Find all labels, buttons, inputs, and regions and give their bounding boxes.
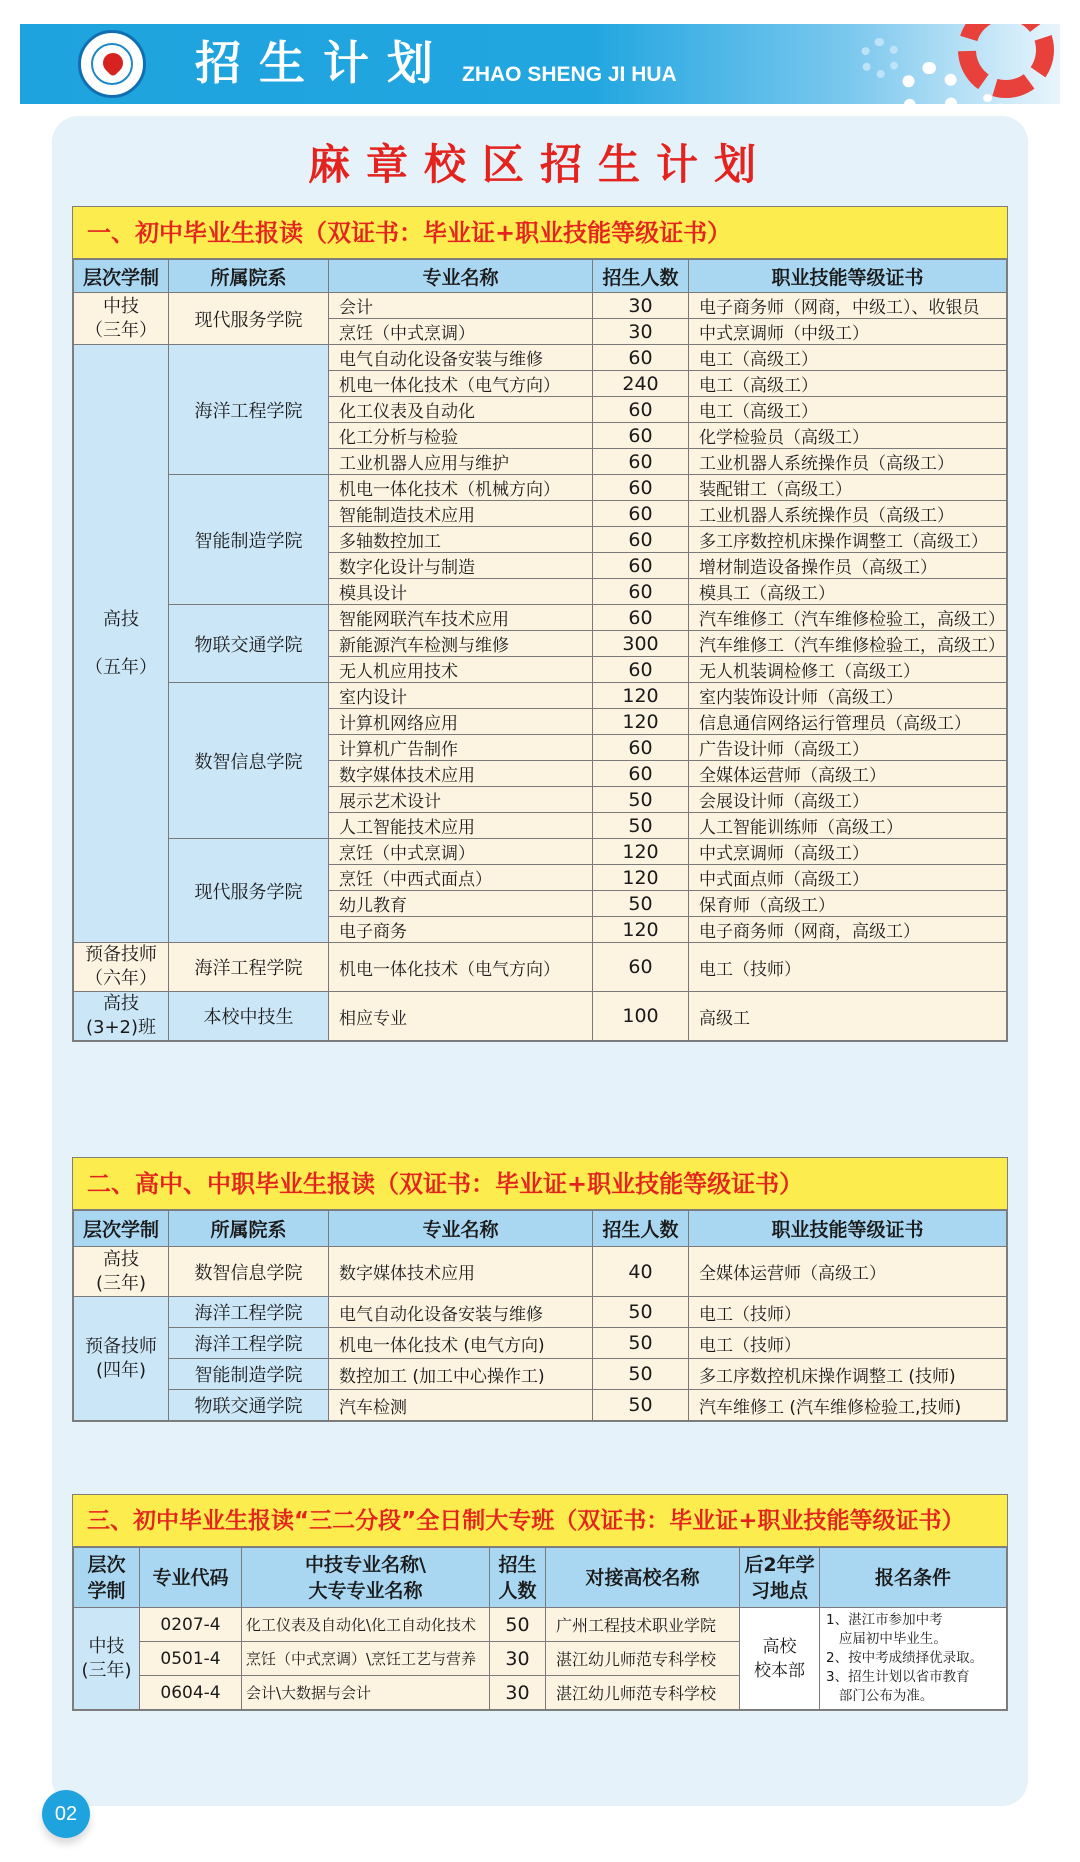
admission-conditions-cell: 1、湛江市参加中考 应届初中毕业生。 2、按中考成绩择优录取。 3、招生计划以省市教育 部门公布为准。 <box>820 1608 1007 1710</box>
major-cell: 相应专业 <box>329 992 593 1041</box>
column-header: 招生人数 <box>593 1211 689 1247</box>
major-cell: 幼儿教育 <box>329 891 593 917</box>
section-heading: 三、初中毕业生报读“三二分段”全日制大专班（双证书：毕业证+职业技能等级证书） <box>73 1495 1007 1547</box>
column-header: 对接高校名称 <box>546 1548 740 1608</box>
enrollment-count: 30 <box>593 319 689 345</box>
major-cell: 机电一体化技术（机械方向） <box>329 475 593 501</box>
table-header-row <box>74 260 1007 293</box>
table-row <box>74 1608 1007 1642</box>
level-cell: 中技 （三年） <box>74 293 169 345</box>
department-cell: 数智信息学院 <box>169 683 329 839</box>
certificate-cell: 全媒体运营师（高级工） <box>689 1247 1007 1297</box>
table-row <box>74 839 1007 865</box>
table-row <box>74 1359 1007 1390</box>
major-cell: 电气自动化设备安装与维修 <box>329 1297 593 1328</box>
section-senior-high <box>72 1157 1008 1422</box>
major-cell: 机电一体化技术（电气方向） <box>329 371 593 397</box>
header-banner <box>20 24 1060 104</box>
major-cell: 化工分析与检验 <box>329 423 593 449</box>
major-code-cell: 0207-4 <box>140 1608 242 1642</box>
column-header: 报名条件 <box>820 1548 1007 1608</box>
major-cell: 数字媒体技术应用 <box>329 1247 593 1297</box>
certificate-cell: 无人机装调检修工（高级工） <box>689 657 1007 683</box>
enrollment-count: 50 <box>593 1328 689 1359</box>
level-cell: 预备技师 （六年） <box>74 943 169 992</box>
department-cell: 智能制造学院 <box>169 475 329 605</box>
plan-table-2 <box>73 1210 1007 1421</box>
certificate-cell: 保育师（高级工） <box>689 891 1007 917</box>
certificate-cell: 室内装饰设计师（高级工） <box>689 683 1007 709</box>
major-cell: 烹饪（中西式面点） <box>329 865 593 891</box>
department-cell: 海洋工程学院 <box>169 1328 329 1359</box>
major-code-cell: 0604-4 <box>140 1676 242 1710</box>
certificate-cell: 会展设计师（高级工） <box>689 787 1007 813</box>
column-header: 职业技能等级证书 <box>689 1211 1007 1247</box>
certificate-cell: 汽车维修工 (汽车维修检验工,技师) <box>689 1390 1007 1421</box>
enrollment-count: 120 <box>593 917 689 943</box>
campus-title: 麻章校区招生计划 <box>307 140 772 189</box>
college-cell: 湛江幼儿师范专科学校 <box>546 1676 740 1710</box>
section-heading: 二、高中、中职毕业生报读（双证书：毕业证+职业技能等级证书） <box>73 1158 1007 1210</box>
enrollment-count: 30 <box>593 293 689 319</box>
table-row <box>74 475 1007 501</box>
column-header: 专业名称 <box>329 1211 593 1247</box>
column-header: 招生人数 <box>593 260 689 293</box>
certificate-cell: 电工（高级工） <box>689 371 1007 397</box>
level-cell: 高技 (三年) <box>74 1247 169 1297</box>
section-three-two <box>72 1494 1008 1711</box>
major-cell: 会计\大数据与会计 <box>242 1676 490 1710</box>
major-cell: 烹饪（中式烹调） <box>329 839 593 865</box>
major-cell: 电气自动化设备安装与维修 <box>329 345 593 371</box>
major-cell: 计算机网络应用 <box>329 709 593 735</box>
column-header: 所属院系 <box>169 260 329 293</box>
certificate-cell: 广告设计师（高级工） <box>689 735 1007 761</box>
enrollment-count: 30 <box>490 1676 546 1710</box>
enrollment-count: 60 <box>593 761 689 787</box>
major-cell: 智能网联汽车技术应用 <box>329 605 593 631</box>
certificate-cell: 电工（技师） <box>689 1328 1007 1359</box>
department-cell: 现代服务学院 <box>169 839 329 943</box>
enrollment-count: 60 <box>593 527 689 553</box>
certificate-cell: 增材制造设备操作员（高级工） <box>689 553 1007 579</box>
enrollment-count: 240 <box>593 371 689 397</box>
section-heading: 一、初中毕业生报读（双证书：毕业证+职业技能等级证书） <box>73 207 1007 259</box>
enrollment-count: 40 <box>593 1247 689 1297</box>
enrollment-count: 60 <box>593 397 689 423</box>
enrollment-count: 50 <box>593 1297 689 1328</box>
major-cell: 会计 <box>329 293 593 319</box>
department-cell: 海洋工程学院 <box>169 1297 329 1328</box>
enrollment-count: 50 <box>593 1390 689 1421</box>
table-row <box>74 943 1007 992</box>
certificate-cell: 电工（技师） <box>689 1297 1007 1328</box>
enrollment-count: 100 <box>593 992 689 1041</box>
table-row <box>74 683 1007 709</box>
department-cell: 现代服务学院 <box>169 293 329 345</box>
column-header: 层次 学制 <box>74 1548 140 1608</box>
certificate-cell: 电子商务师（网商，中级工）、收银员 <box>689 293 1007 319</box>
gear-icon <box>958 24 1054 98</box>
major-cell: 烹饪（中式烹调）\烹饪工艺与营养 <box>242 1642 490 1676</box>
enrollment-count: 60 <box>593 423 689 449</box>
enrollment-count: 120 <box>593 709 689 735</box>
column-header: 招生 人数 <box>490 1548 546 1608</box>
enrollment-count: 120 <box>593 865 689 891</box>
plan-table-3 <box>73 1547 1007 1710</box>
certificate-cell: 电工（技师） <box>689 943 1007 992</box>
column-header: 层次学制 <box>74 1211 169 1247</box>
college-cell: 广州工程技术职业学院 <box>546 1608 740 1642</box>
certificate-cell: 模具工（高级工） <box>689 579 1007 605</box>
major-code-cell: 0501-4 <box>140 1642 242 1676</box>
major-cell: 烹饪（中式烹调） <box>329 319 593 345</box>
enrollment-count: 50 <box>593 787 689 813</box>
department-cell: 物联交通学院 <box>169 605 329 683</box>
certificate-cell: 人工智能训练师（高级工） <box>689 813 1007 839</box>
enrollment-count: 60 <box>593 553 689 579</box>
department-cell: 海洋工程学院 <box>169 345 329 475</box>
column-header: 中技专业名称\ 大专专业名称 <box>242 1548 490 1608</box>
major-cell: 化工仪表及自动化\化工自动化技术 <box>242 1608 490 1642</box>
column-header: 所属院系 <box>169 1211 329 1247</box>
certificate-cell: 汽车维修工（汽车维修检验工，高级工） <box>689 631 1007 657</box>
certificate-cell: 工业机器人系统操作员（高级工） <box>689 501 1007 527</box>
department-cell: 本校中技生 <box>169 992 329 1041</box>
major-cell: 汽车检测 <box>329 1390 593 1421</box>
banner-title: 招生计划 <box>195 36 451 90</box>
major-cell: 多轴数控加工 <box>329 527 593 553</box>
section-junior-high <box>72 206 1008 1042</box>
major-cell: 无人机应用技术 <box>329 657 593 683</box>
college-cell: 湛江幼儿师范专科学校 <box>546 1642 740 1676</box>
major-cell: 工业机器人应用与维护 <box>329 449 593 475</box>
major-cell: 数字媒体技术应用 <box>329 761 593 787</box>
certificate-cell: 装配钳工（高级工） <box>689 475 1007 501</box>
major-cell: 电子商务 <box>329 917 593 943</box>
department-cell: 数智信息学院 <box>169 1247 329 1297</box>
level-cell: 预备技师 (四年) <box>74 1297 169 1421</box>
banner-subtitle: ZHAO SHENG JI HUA <box>462 63 677 86</box>
gear-icon <box>900 62 960 104</box>
enrollment-count: 60 <box>593 943 689 992</box>
table-header-row <box>74 1548 1007 1608</box>
table-row <box>74 345 1007 371</box>
enrollment-count: 50 <box>593 891 689 917</box>
department-cell: 物联交通学院 <box>169 1390 329 1421</box>
major-cell: 机电一体化技术 (电气方向) <box>329 1328 593 1359</box>
page-number: 02 <box>42 1790 90 1838</box>
certificate-cell: 中式面点师（高级工） <box>689 865 1007 891</box>
certificate-cell: 电子商务师（网商，高级工） <box>689 917 1007 943</box>
enrollment-count: 50 <box>593 813 689 839</box>
content-panel <box>52 116 1028 1806</box>
table-row <box>74 1297 1007 1328</box>
certificate-cell: 高级工 <box>689 992 1007 1041</box>
table-header-row <box>74 1211 1007 1247</box>
enrollment-count: 60 <box>593 657 689 683</box>
column-header: 专业名称 <box>329 260 593 293</box>
enrollment-count: 300 <box>593 631 689 657</box>
enrollment-count: 120 <box>593 839 689 865</box>
enrollment-count: 120 <box>593 683 689 709</box>
major-cell: 室内设计 <box>329 683 593 709</box>
enrollment-count: 50 <box>490 1608 546 1642</box>
major-cell: 数控加工 (加工中心操作工) <box>329 1359 593 1390</box>
column-header: 层次学制 <box>74 260 169 293</box>
table-row <box>74 992 1007 1041</box>
certificate-cell: 中式烹调师（高级工） <box>689 839 1007 865</box>
major-cell: 人工智能技术应用 <box>329 813 593 839</box>
major-cell: 数字化设计与制造 <box>329 553 593 579</box>
level-cell: 高技 （五年） <box>74 345 169 943</box>
certificate-cell: 全媒体运营师（高级工） <box>689 761 1007 787</box>
column-header: 职业技能等级证书 <box>689 260 1007 293</box>
study-location-cell: 高校 校本部 <box>740 1608 820 1710</box>
table-row <box>74 1247 1007 1297</box>
enrollment-count: 60 <box>593 501 689 527</box>
certificate-cell: 电工（高级工） <box>689 345 1007 371</box>
certificate-cell: 信息通信网络运行管理员（高级工） <box>689 709 1007 735</box>
certificate-cell: 电工（高级工） <box>689 397 1007 423</box>
enrollment-count: 50 <box>593 1359 689 1390</box>
major-cell: 展示艺术设计 <box>329 787 593 813</box>
enrollment-count: 60 <box>593 579 689 605</box>
enrollment-count: 60 <box>593 475 689 501</box>
table-row <box>74 1328 1007 1359</box>
major-cell: 计算机广告制作 <box>329 735 593 761</box>
table-row <box>74 605 1007 631</box>
major-cell: 智能制造技术应用 <box>329 501 593 527</box>
table-row <box>74 293 1007 319</box>
column-header: 后2年学 习地点 <box>740 1548 820 1608</box>
level-cell: 中技 (三年) <box>74 1608 140 1710</box>
major-cell: 新能源汽车检测与维修 <box>329 631 593 657</box>
school-logo-icon <box>78 30 146 98</box>
enrollment-count: 60 <box>593 605 689 631</box>
certificate-cell: 化学检验员（高级工） <box>689 423 1007 449</box>
certificate-cell: 工业机器人系统操作员（高级工） <box>689 449 1007 475</box>
certificate-cell: 多工序数控机床操作调整工 (技师) <box>689 1359 1007 1390</box>
column-header: 专业代码 <box>140 1548 242 1608</box>
department-cell: 智能制造学院 <box>169 1359 329 1390</box>
major-cell: 化工仪表及自动化 <box>329 397 593 423</box>
level-cell: 高技 (3+2)班 <box>74 992 169 1041</box>
enrollment-count: 60 <box>593 449 689 475</box>
certificate-cell: 汽车维修工（汽车维修检验工，高级工） <box>689 605 1007 631</box>
enrollment-count: 60 <box>593 345 689 371</box>
plan-table-1 <box>73 259 1007 1041</box>
table-row <box>74 1390 1007 1421</box>
enrollment-count: 60 <box>593 735 689 761</box>
enrollment-count: 30 <box>490 1642 546 1676</box>
major-cell: 模具设计 <box>329 579 593 605</box>
gear-icon <box>860 38 900 78</box>
certificate-cell: 中式烹调师（中级工） <box>689 319 1007 345</box>
department-cell: 海洋工程学院 <box>169 943 329 992</box>
certificate-cell: 多工序数控机床操作调整工（高级工） <box>689 527 1007 553</box>
major-cell: 机电一体化技术（电气方向） <box>329 943 593 992</box>
